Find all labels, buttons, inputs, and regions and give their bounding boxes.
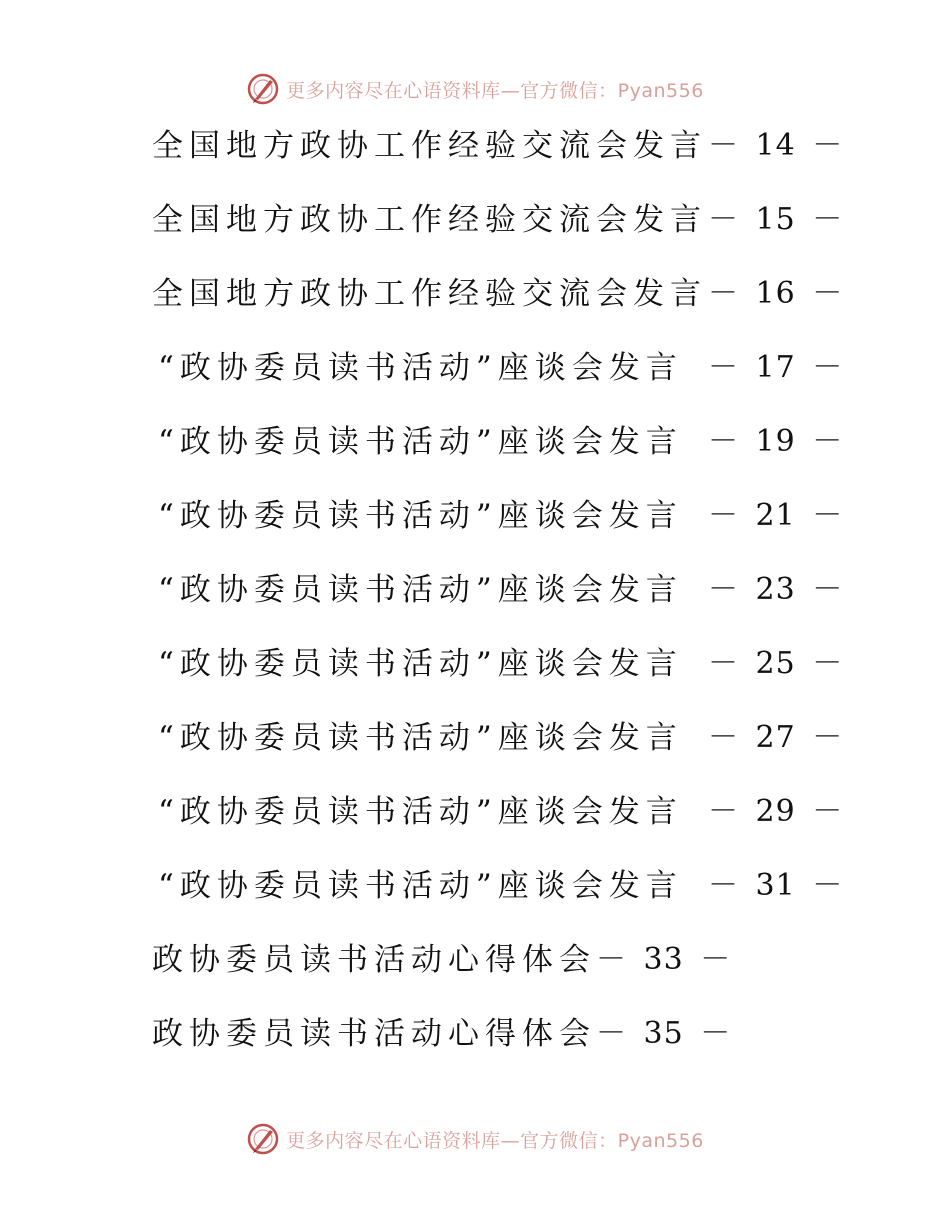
toc-item [0,1004,950,1064]
footer-watermark [0,1122,950,1156]
toc-item-title: 全国地方政协工作经验交流会发言 [152,202,707,238]
toc-item [0,782,950,842]
toc-item [0,190,950,250]
toc-item-title: 全国地方政协工作经验交流会发言 [152,276,707,312]
toc-item [0,264,950,324]
toc-item [0,634,950,694]
toc-item-page: － 29 － [708,794,844,829]
toc-item-page: － 31 － [708,868,844,903]
toc-item-title: “政协委员读书活动”座谈会发言 [158,350,683,386]
toc-item-page: － 27 － [708,720,844,755]
toc-item-title: “政协委员读书活动”座谈会发言 [158,424,683,460]
toc-item-page: － 23 － [708,572,844,607]
watermark-text: 更多内容尽在心语资料库—官方微信：Pyan556 [286,1129,704,1152]
toc-item-page: － 14 － [708,128,844,163]
toc-item [0,486,950,546]
watermark-text: 更多内容尽在心语资料库—官方微信：Pyan556 [286,79,704,102]
toc-item-title: “政协委员读书活动”座谈会发言 [158,572,683,608]
toc-item-title: “政协委员读书活动”座谈会发言 [158,794,683,830]
toc-item-page: － 16 － [708,276,844,311]
toc-item-page: － 15 － [708,202,844,237]
toc-item-title: 政协委员读书活动心得体会 [152,1016,596,1052]
toc-item [0,412,950,472]
quill-logo-icon [246,1122,280,1156]
toc-item [0,560,950,620]
toc-item-page: － 17 － [708,350,844,385]
toc-item [0,116,950,176]
toc-item-title: 政协委员读书活动心得体会 [152,942,596,978]
toc-item-page: － 19 － [708,424,844,459]
toc-item-page: － 25 － [708,646,844,681]
toc-item-title: “政协委员读书活动”座谈会发言 [158,868,683,904]
toc-item [0,708,950,768]
toc-item-title: “政协委员读书活动”座谈会发言 [158,720,683,756]
toc-item-page: － 21 － [708,498,844,533]
toc-item-title: “政协委员读书活动”座谈会发言 [158,646,683,682]
toc-item [0,338,950,398]
toc-item-page: － 33 － [596,942,732,977]
toc-item-title: “政协委员读书活动”座谈会发言 [158,498,683,534]
toc-item-title: 全国地方政协工作经验交流会发言 [152,128,707,164]
toc-item [0,930,950,990]
toc-item-page: － 35 － [596,1016,732,1051]
toc-item [0,856,950,916]
